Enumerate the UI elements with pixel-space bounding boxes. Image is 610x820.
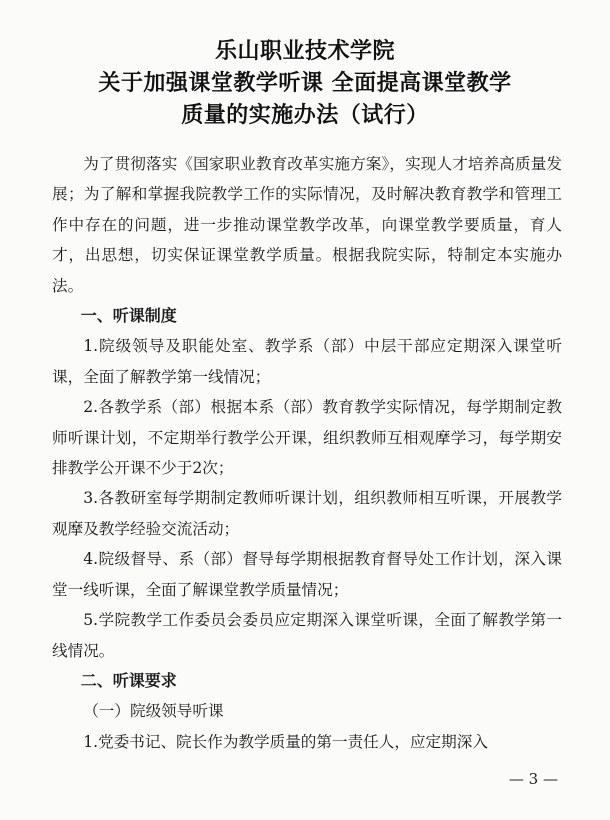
list-item: 4.院级督导、系（部）督导每学期根据教育督导处工作计划，深入课堂一线听课，全面了解课堂教学质量情况； (52, 550, 562, 599)
document-body (52, 149, 562, 757)
list-item: 1.党委书记、院长作为教学质量的第一责任人，应定期深入 (83, 732, 488, 751)
title-line-institution: 乐山职业技术学院 (214, 39, 395, 64)
list-item: 5.学院教学工作委员会委员应定期深入课堂听课，全面了解教学第一线情况。 (52, 611, 562, 660)
section-heading-listening-system: 一、听课制度 (80, 306, 177, 326)
title-line-subject: 关于加强课堂教学听课 全面提高课堂教学 (98, 71, 512, 96)
list-item: 3.各教研室每学期制定教师听课计划，组织教师相互听课，开展教学观摩及教学经验交流活动； (52, 489, 562, 538)
list-item: 1.院级领导及职能处室、教学系（部）中层干部应定期深入课堂听课，全面了解教学第一线情况； (52, 337, 562, 386)
document-title (0, 36, 610, 132)
subsection-heading-leadership: （一）院级领导听课 (83, 702, 224, 721)
page-number: — 3 — (508, 770, 558, 788)
intro-paragraph: 为了贯彻落实《国家职业教育改革实施方案》，实现人才培养高质量发展；为了解和掌握我院教学工作的实际情况，及时解决教育教学和管理工作中存在的问题，进一步推动课堂教学改革，向课堂教学要质量，育人才，出思想，切实保证课堂教学质量。根据我院实际，特制定本实施办法。 (52, 155, 562, 295)
list-item: 2.各教学系（部）根据本系（部）教育教学实际情况，每学期制定教师听课计划，不定期举行教学公开课，组织教师互相观摩学习，每学期安排教学公开课不少于2次； (52, 398, 562, 478)
title-line-suffix: 质量的实施办法（试行） (181, 103, 429, 128)
section-heading-listening-requirements: 二、听课要求 (80, 670, 177, 690)
